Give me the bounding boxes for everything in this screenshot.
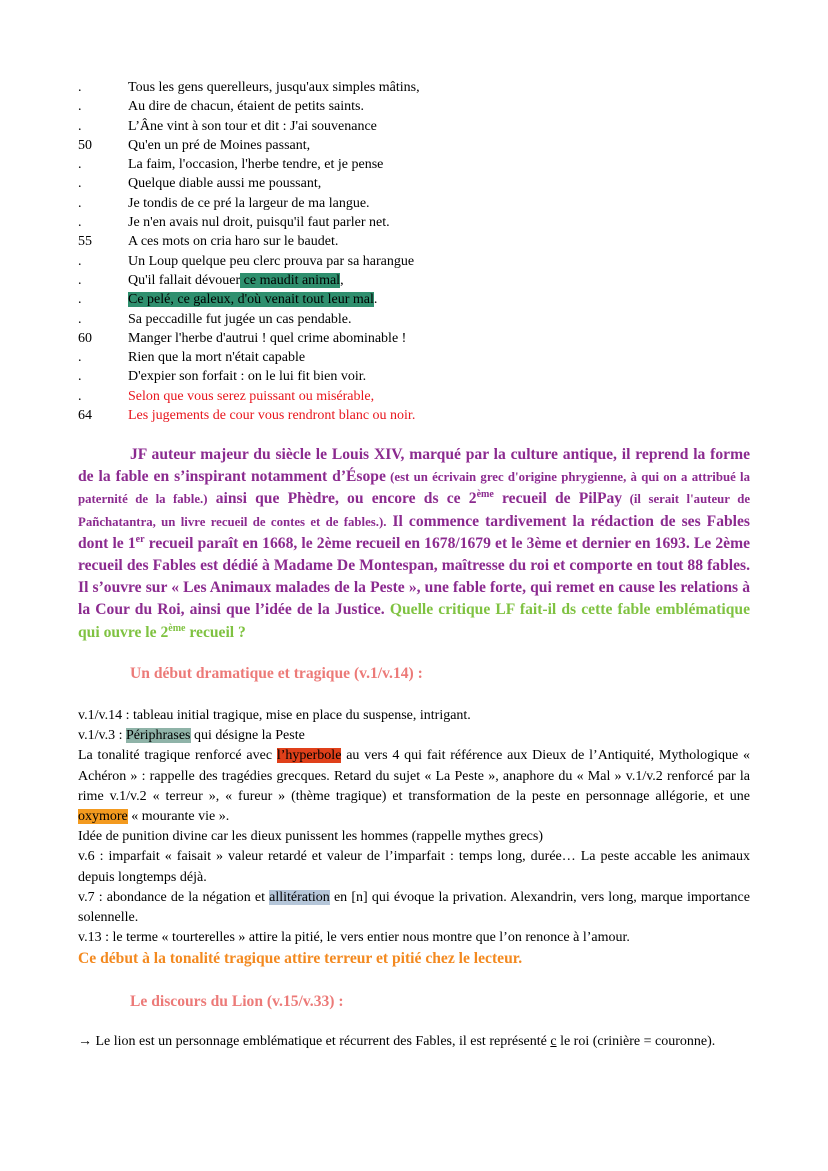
verse: Rien que la mort n'était capable [128, 350, 306, 366]
line-number: . [78, 369, 82, 385]
line-number: . [78, 118, 82, 134]
verse-text: , [340, 272, 344, 288]
section-conclusion: Ce début à la tonalité tragique attire terreur et pitié chez le lecteur. [78, 950, 523, 968]
intro-paragraph [78, 444, 750, 644]
analysis-text: au vers 4 qui fait référence aux Dieux de l’Antiquité, Mythologique « Achéron » : rappelle des tragédies grecques. Retard du sujet « La Peste », anaphore du « Mal » v.1/v.2 renforcé par la rime v.1/v.2 « terreur », « fureur » (thème tragique) et transformation de la peste en personnage allégorie, et une [78, 748, 751, 804]
verse: Manger l'herbe d'autrui ! quel crime abominable ! [128, 330, 407, 346]
verse-moral: Les jugements de cour vous rendront blanc ou noir. [128, 408, 416, 424]
highlight-orange: oxymore [78, 809, 128, 825]
verse: Au dire de chacun, étaient de petits saints. [128, 99, 364, 115]
problematic-question: recueil ? [185, 623, 246, 641]
line-number: 50 [78, 137, 92, 153]
analysis-line [78, 726, 750, 746]
highlight-blue: allitération [269, 889, 330, 905]
superscript: ème [168, 622, 186, 634]
poem-line [78, 348, 598, 367]
section-body-1 [78, 706, 750, 970]
line-number: . [78, 176, 82, 192]
line-number: . [78, 350, 82, 366]
poem-line [78, 232, 598, 251]
analysis-line: v.6 : imparfait « faisait » valeur retardé et valeur de l’imparfait : temps long, durée… La peste accable les animaux depuis longtemps déjà. [78, 849, 750, 885]
underlined-abbrev: c [550, 1034, 557, 1049]
section-heading-1: Un début dramatique et tragique (v.1/v.14) : [130, 665, 423, 682]
analysis-text: qui désigne la Peste [190, 728, 305, 744]
line-number: . [78, 253, 82, 269]
line-number: . [78, 157, 82, 173]
analysis-line: Idée de punition divine car les dieux punissent les hommes (rappelle mythes grecs) [78, 829, 543, 845]
line-number: . [78, 388, 82, 404]
poem-line [78, 155, 598, 174]
intro-aside: (est un écrivain grec d'origine phrygienne, à qui on a attribué la paternité de la fable.) [78, 470, 750, 507]
intro-text: Il commence tardivement la rédaction de ses Fables dont le 1 [78, 512, 750, 552]
note-text: → Le lion est un personnage emblématique et récurrent des Fables, il est représenté [78, 1034, 551, 1049]
section-heading-2: Le discours du Lion (v.15/v.33) : [130, 993, 344, 1010]
poem-line [78, 271, 598, 290]
analysis-text: v.1/v.3 : [78, 728, 126, 744]
line-number: . [78, 272, 82, 288]
intro-aside: (il serait l'auteur de Pañchatantra, un livre recueil de contes et de fables.). [78, 492, 750, 529]
line-number: . [78, 215, 82, 231]
poem-line [78, 117, 598, 136]
line-number: 55 [78, 234, 92, 250]
poem-excerpt [78, 78, 598, 425]
poem-line [78, 194, 598, 213]
highlight-teal: Ce pelé, ce galeux, d'où venait tout leur mal [128, 292, 374, 308]
analysis-line: v.1/v.14 : tableau initial tragique, mise en place du suspense, intrigant. [78, 708, 471, 723]
intro-text: ainsi que Phèdre, ou encore ds ce 2 [207, 490, 477, 508]
line-number: . [78, 99, 82, 115]
line-number: 60 [78, 330, 92, 346]
poem-line [78, 310, 598, 329]
poem-line [78, 213, 598, 232]
verse: Je n'en avais nul droit, puisqu'il faut parler net. [128, 215, 390, 231]
line-number: . [78, 80, 82, 95]
line-number: . [78, 195, 82, 211]
line-number: . [78, 311, 82, 327]
note-text: le roi (crinière = couronne). [556, 1034, 716, 1049]
verse: Quelque diable aussi me poussant, [128, 176, 322, 192]
problematic-question: Quelle critique LF fait-il ds cette fable emblématique qui ouvre le 2 [78, 601, 751, 641]
poem-line [78, 367, 598, 386]
verse: Qu'en un pré de Moines passant, [128, 137, 311, 153]
verse: Tous les gens querelleurs, jusqu'aux simples mâtins, [128, 80, 420, 95]
lion-note [78, 1034, 758, 1050]
poem-line [78, 387, 598, 406]
superscript: er [135, 533, 145, 545]
verse: Je tondis de ce pré la largeur de ma langue. [128, 195, 370, 211]
poem-line [78, 406, 598, 425]
verse [128, 290, 377, 309]
highlight-red: l’hyperbole [276, 748, 342, 764]
verse-moral: Selon que vous serez puissant ou misérable, [128, 388, 375, 404]
verse: La faim, l'occasion, l'herbe tendre, et je pense [128, 157, 384, 173]
verse: Un Loup quelque peu clerc prouva par sa harangue [128, 253, 415, 269]
verse: L’Âne vint à son tour et dit : J'ai souvenance [128, 118, 377, 134]
analysis-text: en [n] qui évoque la privation. Alexandrin, vers long, marque importance solennelle. [78, 889, 750, 926]
verse: Sa peccadille fut jugée un cas pendable. [128, 311, 352, 327]
analysis-line [78, 746, 750, 827]
highlight-teal: ce maudit animal [240, 272, 341, 288]
intro-text: recueil paraît en 1668, le 2ème recueil en 1678/1679 et le 3ème et dernier en 1693. Le 2ème recueil des Fables est dédié à Madame De Montespan, maîtresse du roi et comporte en tout 88 fables. Il s’ouvre sur « Les Animaux malades de la Peste », une fable forte, qui remet en cause les relations à la Cour du Roi, ainsi que l’idée de la Justice. [78, 534, 750, 619]
verse-text: Qu'il fallait dévouer [128, 272, 241, 288]
analysis-line [78, 888, 750, 928]
poem-line [78, 290, 598, 309]
line-number: . [78, 292, 82, 308]
verse [128, 271, 344, 290]
poem-line [78, 329, 598, 348]
verse: D'expier son forfait : on le lui fit bien voir. [128, 369, 367, 385]
analysis-text: v.7 : abondance de la négation et [78, 889, 270, 905]
poem-line [78, 78, 598, 97]
analysis-text: « mourante vie ». [127, 809, 230, 825]
analysis-text: La tonalité tragique renforcé avec [78, 748, 277, 764]
superscript: ème [476, 489, 494, 501]
poem-line [78, 97, 598, 116]
highlight-gray: Périphrases [125, 728, 191, 744]
verse: A ces mots on cria haro sur le baudet. [128, 234, 339, 250]
verse-text: . [373, 292, 378, 308]
poem-line [78, 252, 598, 271]
poem-line [78, 136, 598, 155]
intro-text: JF auteur majeur du siècle le Louis XIV, marqué par la culture antique, il reprend la forme de la fable en s’inspirant notamment d’Ésope [78, 446, 750, 486]
analysis-line: v.13 : le terme « tourterelles » attire la pitié, le vers entier nous montre que l’on renonce à l’amour. [78, 930, 630, 946]
intro-text: recueil de PilPay [493, 490, 623, 508]
poem-line [78, 174, 598, 193]
line-number: 64 [78, 408, 92, 424]
